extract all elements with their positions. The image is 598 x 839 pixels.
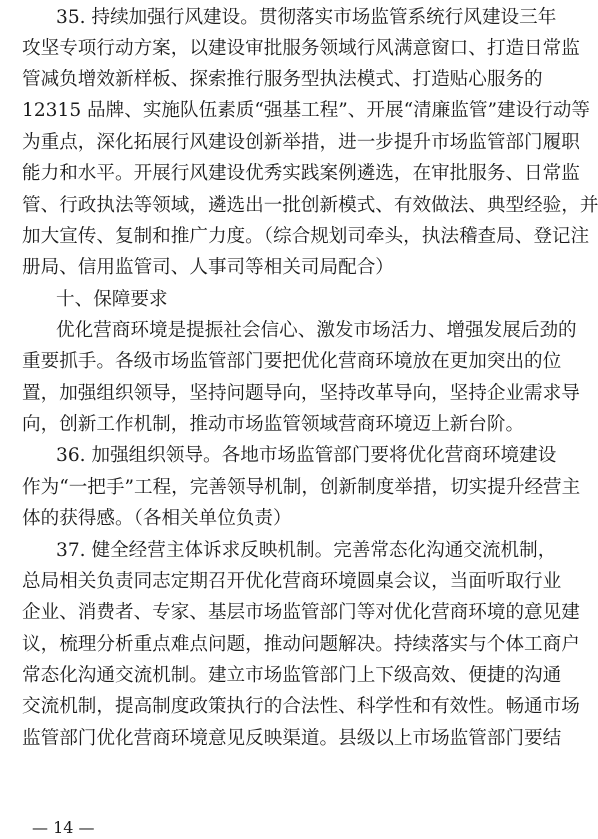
- page-number: — 14 —: [32, 818, 95, 837]
- section-heading: 十、保障要求: [56, 289, 168, 310]
- paragraph-35-line-2: 攻坚专项行动方案，以建设审批服务领域行风满意窗口、打造日常监: [22, 38, 580, 59]
- paragraph-37-line-3: 企业、消费者、专家、基层市场监管部门等对优化营商环境的意见建: [22, 602, 580, 623]
- paragraph-36-line-3: 体的获得感。（各相关单位负责）: [22, 508, 292, 529]
- paragraph-36-line-1: 36. 加强组织领导。各地市场监管部门要将优化营商环境建设: [56, 445, 557, 466]
- paragraph-36-line-2: 作为“一把手”工程，完善领导机制，创新制度举措，切实提升经营主: [22, 477, 581, 498]
- paragraph-35-line-8: 加大宣传、复制和推广力度。（综合规划司牵头，执法稽查局、登记注: [22, 226, 590, 247]
- paragraph-35-line-4: 12315 品牌、实施队伍素质“强基工程”、开展“清廉监管”建设行动等: [22, 100, 590, 121]
- paragraph-35-line-3: 管减负增效新样板、探索推行服务型执法模式、打造贴心服务的: [22, 69, 543, 90]
- paragraph-37-line-6: 交流机制，提高制度政策执行的合法性、科学性和有效性。畅通市场: [22, 696, 580, 717]
- paragraph-37-line-4: 议，梳理分析重点难点问题，推动问题解决。持续落实与个体工商户: [22, 634, 580, 655]
- paragraph-35-line-1: 35. 持续加强行风建设。贯彻落实市场监管系统行风建设三年: [56, 7, 557, 28]
- intro-paragraph-line-4: 向，创新工作机制，推动市场监管领域营商环境迈上新台阶。: [22, 414, 525, 435]
- paragraph-37-line-2: 总局相关负责同志定期召开优化营商环境圆桌会议，当面听取行业: [22, 571, 562, 592]
- intro-paragraph-line-3: 置，加强组织领导，坚持问题导向，坚持改革导向，坚持企业需求导: [22, 383, 580, 404]
- paragraph-35-line-5: 为重点，深化拓展行风建设创新举措，进一步提升市场监管部门履职: [22, 132, 580, 153]
- intro-paragraph-line-1: 优化营商环境是提振社会信心、激发市场活力、增强发展后劲的: [56, 320, 577, 341]
- paragraph-35-line-7: 管、行政执法等领域，遴选出一批创新模式、有效做法、典型经验，并: [22, 195, 598, 216]
- paragraph-35-line-9: 册局、信用监管司、人事司等相关司局配合）: [22, 257, 394, 278]
- paragraph-35-line-6: 能力和水平。开展行风建设优秀实践案例遴选，在审批服务、日常监: [22, 163, 580, 184]
- intro-paragraph-line-2: 重要抓手。各级市场监管部门要把优化营商环境放在更加突出的位: [22, 351, 562, 372]
- paragraph-37-line-1: 37. 健全经营主体诉求反映机制。完善常态化沟通交流机制，: [56, 540, 557, 561]
- paragraph-37-line-7: 监管部门优化营商环境意见反映渠道。县级以上市场监管部门要结: [22, 728, 562, 749]
- paragraph-37-line-5: 常态化沟通交流机制。建立市场监管部门上下级高效、便捷的沟通: [22, 665, 562, 686]
